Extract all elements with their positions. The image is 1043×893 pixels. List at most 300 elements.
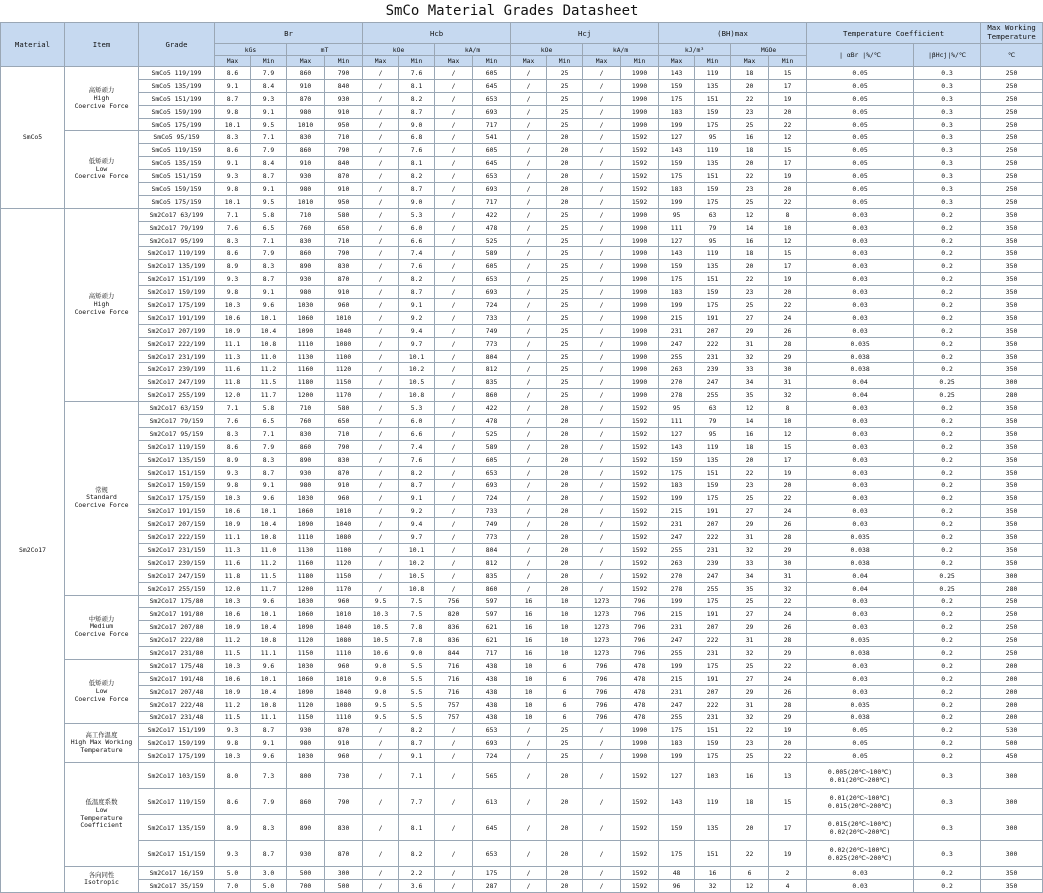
alpha-br-cell: 0.03 [807,659,914,672]
value-cell: 1030 [287,595,325,608]
value-cell: 1990 [621,221,659,234]
value-cell: 33 [731,363,769,376]
table-row [1,183,1043,196]
max-temp-cell: 350 [981,479,1043,492]
value-cell: 9.1 [251,479,287,492]
value-cell: 15 [769,67,807,80]
value-cell: 10 [511,672,547,685]
value-cell: 10.1 [251,608,287,621]
value-cell: / [511,118,547,131]
grade-cell: Sm2Co17 222/159 [139,531,215,544]
value-cell: 16 [695,867,731,880]
value-cell: 17 [769,157,807,170]
grade-cell: Sm2Co17 95/199 [139,234,215,247]
value-cell: 191 [695,505,731,518]
table-row [1,131,1043,144]
value-cell: / [435,324,473,337]
value-cell: 800 [287,763,325,789]
grade-cell: Sm2Co17 222/80 [139,634,215,647]
value-cell: 733 [473,505,511,518]
beta-hcj-cell: 0.2 [914,299,981,312]
value-cell: 24 [769,505,807,518]
value-cell: 580 [325,208,363,221]
value-cell: / [583,376,621,389]
value-cell: / [511,247,547,260]
value-cell: / [511,556,547,569]
value-cell: 25 [547,260,583,273]
value-cell: / [363,144,399,157]
value-cell: 9.2 [399,311,435,324]
value-cell: 24 [769,311,807,324]
value-cell: 231 [695,711,731,724]
value-cell: 836 [435,621,473,634]
value-cell: / [435,867,473,880]
value-cell: 183 [659,105,695,118]
value-cell: 231 [695,647,731,660]
value-cell: 8.3 [215,131,251,144]
value-cell: 25 [731,659,769,672]
table-row [1,286,1043,299]
grade-cell: Sm2Co17 159/159 [139,479,215,492]
beta-hcj-cell: 0.2 [914,492,981,505]
value-cell: 16 [511,621,547,634]
value-cell: 11.1 [215,531,251,544]
value-cell: / [511,479,547,492]
value-cell: 1150 [287,711,325,724]
value-cell: 255 [659,711,695,724]
value-cell: / [583,247,621,260]
value-cell: 3.0 [251,867,287,880]
value-cell: 10 [547,608,583,621]
value-cell: / [511,299,547,312]
value-cell: 10.3 [215,299,251,312]
value-cell: 844 [435,647,473,660]
value-cell: / [583,195,621,208]
value-cell: / [511,157,547,170]
value-cell: 1110 [325,711,363,724]
value-cell: 1990 [621,376,659,389]
value-cell: 7.9 [251,440,287,453]
value-cell: 159 [659,260,695,273]
value-cell: 26 [769,685,807,698]
value-cell: 8.7 [251,466,287,479]
value-cell: / [435,170,473,183]
value-cell: / [583,427,621,440]
value-cell: 716 [435,685,473,698]
beta-hcj-cell: 0.3 [914,815,981,841]
value-cell: / [583,131,621,144]
value-cell: 910 [287,79,325,92]
value-cell: 247 [695,569,731,582]
value-cell: / [511,453,547,466]
value-cell: 980 [287,183,325,196]
value-cell: 830 [325,815,363,841]
grade-cell: Sm2Co17 63/199 [139,208,215,221]
alpha-br-cell: 0.03 [807,299,914,312]
item-cell: 低矫顽力 Low Coercive Force [65,659,139,723]
value-cell: / [435,299,473,312]
header-max-temp: Max Working Temperature [981,23,1043,44]
grade-cell: SmCo5 151/159 [139,170,215,183]
value-cell: 247 [659,634,695,647]
value-cell: 960 [325,595,363,608]
value-cell: / [363,131,399,144]
value-cell: / [363,208,399,221]
value-cell: 16 [511,608,547,621]
value-cell: 950 [325,118,363,131]
value-cell: 653 [473,273,511,286]
unit-kam: kA/m [583,44,659,56]
value-cell: 20 [547,841,583,867]
value-cell: 30 [769,363,807,376]
alpha-br-cell: 0.03 [807,415,914,428]
value-cell: 20 [547,466,583,479]
value-cell: / [511,79,547,92]
beta-hcj-cell: 0.3 [914,92,981,105]
value-cell: 11.8 [215,569,251,582]
value-cell: / [583,105,621,118]
value-cell: 23 [731,286,769,299]
value-cell: 5.8 [251,402,287,415]
value-cell: 812 [473,363,511,376]
max-temp-cell: 350 [981,466,1043,479]
value-cell: 910 [325,183,363,196]
table-row [1,260,1043,273]
value-cell: 22 [769,492,807,505]
table-row [1,621,1043,634]
value-cell: 1120 [287,634,325,647]
alpha-br-cell: 0.038 [807,556,914,569]
value-cell: 9.7 [399,531,435,544]
table-row [1,556,1043,569]
value-cell: 8.2 [399,170,435,183]
alpha-br-cell: 0.05 [807,79,914,92]
grade-cell: Sm2Co17 255/199 [139,389,215,402]
value-cell: 175 [659,466,695,479]
value-cell: 1592 [621,879,659,892]
value-cell: 9.3 [215,724,251,737]
table-row [1,659,1043,672]
value-cell: 10.2 [399,556,435,569]
alpha-br-cell: 0.03 [807,518,914,531]
value-cell: 29 [769,647,807,660]
value-cell: / [363,479,399,492]
value-cell: 28 [769,698,807,711]
value-cell: / [583,144,621,157]
value-cell: 127 [659,234,695,247]
value-cell: 9.4 [399,324,435,337]
header-min: Min [621,56,659,67]
value-cell: 175 [695,659,731,672]
value-cell: 1060 [287,608,325,621]
beta-hcj-cell: 0.2 [914,621,981,634]
value-cell: 870 [287,92,325,105]
value-cell: 790 [325,144,363,157]
value-cell: 1990 [621,260,659,273]
value-cell: 910 [325,479,363,492]
max-temp-cell: 250 [981,647,1043,660]
value-cell: 23 [731,737,769,750]
value-cell: / [583,286,621,299]
value-cell: 32 [769,389,807,402]
value-cell: 119 [695,144,731,157]
value-cell: 6.0 [399,221,435,234]
value-cell: / [435,92,473,105]
value-cell: 9.2 [399,505,435,518]
value-cell: / [583,118,621,131]
grade-cell: Sm2Co17 175/199 [139,299,215,312]
value-cell: / [363,221,399,234]
value-cell: 20 [547,789,583,815]
value-cell: 25 [547,234,583,247]
max-temp-cell: 300 [981,763,1043,789]
alpha-br-cell: 0.05 [807,750,914,763]
value-cell: 22 [731,724,769,737]
max-temp-cell: 300 [981,569,1043,582]
beta-hcj-cell: 0.2 [914,595,981,608]
value-cell: / [583,79,621,92]
value-cell: / [435,789,473,815]
value-cell: 5.5 [399,659,435,672]
alpha-br-cell: 0.035 [807,634,914,647]
value-cell: 1040 [325,685,363,698]
table-row [1,67,1043,80]
value-cell: 31 [731,634,769,647]
value-cell: 8.6 [215,67,251,80]
value-cell: 500 [287,867,325,880]
value-cell: 1110 [287,531,325,544]
value-cell: 25 [547,311,583,324]
value-cell: 10.6 [215,672,251,685]
value-cell: 422 [473,208,511,221]
value-cell: 239 [695,363,731,376]
value-cell: 175 [659,724,695,737]
value-cell: 8.6 [215,440,251,453]
beta-hcj-cell: 0.2 [914,737,981,750]
value-cell: 1200 [287,582,325,595]
value-cell: / [583,569,621,582]
value-cell: / [363,105,399,118]
value-cell: 2.2 [399,867,435,880]
value-cell: 840 [325,157,363,170]
grade-cell: Sm2Co17 159/199 [139,286,215,299]
value-cell: 1040 [325,518,363,531]
value-cell: 1110 [287,337,325,350]
max-temp-cell: 350 [981,879,1043,892]
value-cell: 1273 [583,608,621,621]
value-cell: 749 [473,324,511,337]
value-cell: 541 [473,131,511,144]
value-cell: / [583,505,621,518]
beta-hcj-cell: 0.3 [914,841,981,867]
value-cell: 1060 [287,672,325,685]
alpha-br-cell: 0.05 [807,170,914,183]
value-cell: 25 [547,750,583,763]
value-cell: 980 [287,105,325,118]
value-cell: / [511,363,547,376]
value-cell: / [363,518,399,531]
value-cell: 63 [695,208,731,221]
value-cell: 710 [325,234,363,247]
value-cell: 222 [695,337,731,350]
table-row [1,466,1043,479]
alpha-br-cell: 0.05 [807,118,914,131]
value-cell: 7.4 [399,247,435,260]
grade-cell: Sm2Co17 63/159 [139,402,215,415]
value-cell: 96 [659,879,695,892]
value-cell: 930 [287,466,325,479]
header-max: Max [659,56,695,67]
value-cell: / [435,131,473,144]
value-cell: 27 [731,672,769,685]
value-cell: 207 [695,324,731,337]
value-cell: 478 [621,711,659,724]
table-row [1,492,1043,505]
max-temp-cell: 350 [981,221,1043,234]
value-cell: 8.2 [399,92,435,105]
beta-hcj-cell: 0.2 [914,350,981,363]
value-cell: 8.7 [399,737,435,750]
value-cell: 20 [547,453,583,466]
grade-cell: Sm2Co17 231/159 [139,543,215,556]
value-cell: 860 [473,582,511,595]
alpha-br-cell: 0.03 [807,311,914,324]
value-cell: 796 [583,659,621,672]
value-cell: / [435,402,473,415]
alpha-br-cell: 0.03 [807,273,914,286]
value-cell: / [511,234,547,247]
value-cell: 7.9 [251,789,287,815]
grade-cell: Sm2Co17 255/159 [139,582,215,595]
alpha-br-cell: 0.04 [807,582,914,595]
beta-hcj-cell: 0.2 [914,234,981,247]
value-cell: / [583,221,621,234]
value-cell: 6 [547,659,583,672]
value-cell: 597 [473,595,511,608]
table-row [1,363,1043,376]
value-cell: / [435,118,473,131]
value-cell: 22 [769,299,807,312]
alpha-br-cell: 0.05 [807,131,914,144]
value-cell: 287 [473,879,511,892]
table-row [1,789,1043,815]
datasheet-body [1,67,1043,893]
value-cell: 8.1 [399,157,435,170]
value-cell: 1990 [621,350,659,363]
unit-kjm3: kJ/m³ [659,44,731,56]
value-cell: 9.0 [363,685,399,698]
value-cell: / [363,737,399,750]
value-cell: / [583,67,621,80]
value-cell: / [363,427,399,440]
value-cell: 6 [547,672,583,685]
value-cell: 11.5 [215,711,251,724]
value-cell: / [435,569,473,582]
value-cell: / [435,724,473,737]
value-cell: 22 [731,273,769,286]
header-br: Br [215,23,363,44]
value-cell: 10.6 [215,608,251,621]
value-cell: 1060 [287,311,325,324]
value-cell: 422 [473,402,511,415]
value-cell: 8.2 [399,466,435,479]
value-cell: 10.3 [215,595,251,608]
value-cell: 1990 [621,737,659,750]
table-row [1,273,1043,286]
value-cell: 95 [695,234,731,247]
value-cell: 10.5 [399,376,435,389]
value-cell: 20 [547,531,583,544]
value-cell: 6.8 [399,131,435,144]
value-cell: 478 [621,659,659,672]
value-cell: 31 [769,569,807,582]
value-cell: 8.6 [215,247,251,260]
beta-hcj-cell: 0.2 [914,221,981,234]
value-cell: 11.1 [251,647,287,660]
value-cell: 8.7 [251,841,287,867]
unit-mgoe: MGOe [731,44,807,56]
alpha-br-cell: 0.03 [807,208,914,221]
value-cell: 5.5 [399,711,435,724]
value-cell: 9.8 [215,479,251,492]
value-cell: 790 [325,247,363,260]
value-cell: 9.3 [215,841,251,867]
value-cell: 930 [287,841,325,867]
value-cell: 9.1 [251,737,287,750]
value-cell: 1990 [621,118,659,131]
value-cell: 10.4 [251,685,287,698]
value-cell: 127 [659,427,695,440]
value-cell: 790 [325,440,363,453]
value-cell: / [435,531,473,544]
value-cell: 1592 [621,402,659,415]
value-cell: 8.3 [251,453,287,466]
value-cell: 207 [695,518,731,531]
beta-hcj-cell: 0.2 [914,440,981,453]
value-cell: 10.1 [215,195,251,208]
value-cell: 25 [547,92,583,105]
value-cell: 222 [695,634,731,647]
value-cell: 31 [731,698,769,711]
table-row [1,427,1043,440]
value-cell: 20 [769,286,807,299]
value-cell: 773 [473,531,511,544]
max-temp-cell: 350 [981,867,1043,880]
header-max: Max [435,56,473,67]
table-row [1,737,1043,750]
value-cell: 1170 [325,582,363,595]
max-temp-cell: 350 [981,440,1043,453]
grade-cell: Sm2Co17 16/159 [139,867,215,880]
value-cell: 605 [473,260,511,273]
value-cell: 11.3 [215,350,251,363]
beta-hcj-cell: 0.2 [914,556,981,569]
value-cell: / [435,234,473,247]
value-cell: 25 [547,389,583,402]
value-cell: 645 [473,79,511,92]
value-cell: 1592 [621,195,659,208]
value-cell: 14 [731,221,769,234]
value-cell: 16 [511,634,547,647]
table-row [1,299,1043,312]
value-cell: 1273 [583,634,621,647]
value-cell: 790 [325,67,363,80]
value-cell: 8.6 [215,144,251,157]
value-cell: / [435,841,473,867]
value-cell: / [435,286,473,299]
beta-hcj-cell: 0.2 [914,363,981,376]
value-cell: / [583,183,621,196]
